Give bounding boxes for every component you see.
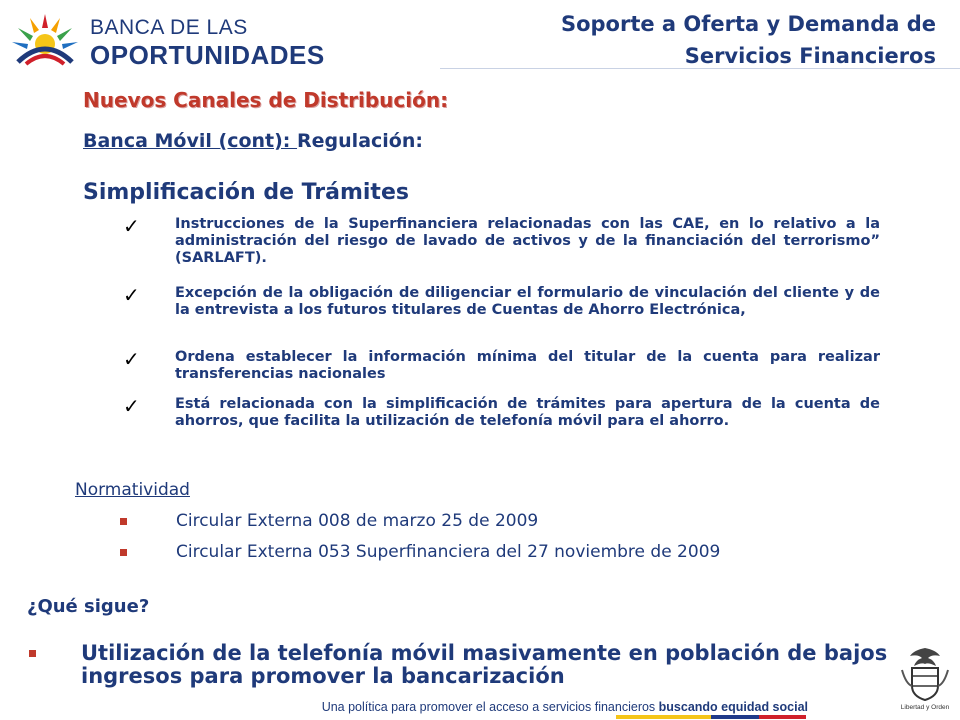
flag-stripe-blue	[711, 715, 759, 719]
subtitle	[83, 130, 423, 152]
square-bullet-icon	[120, 549, 127, 556]
square-bullet-icon	[29, 650, 36, 657]
checkmark-icon: ✓	[123, 283, 140, 307]
flag-stripe-red	[759, 715, 806, 719]
check-item-text: Instrucciones de la Superfinanciera relacionadas con las CAE, en lo relativo a la administración del riesgo de lavado de activos y de la financiación del terrorismo” (SARLAFT).	[175, 216, 880, 266]
square-bullet-icon	[120, 518, 127, 525]
checkmark-icon: ✓	[123, 394, 140, 418]
colombia-coat-of-arms	[896, 644, 954, 712]
banca-oportunidades-logo	[6, 6, 325, 70]
que-sigue-heading: ¿Qué sigue?	[27, 596, 150, 617]
footer-emphasis: buscando equidad social	[658, 700, 808, 714]
subtitle-underlined: Banca Móvil (cont):	[83, 130, 298, 152]
seal-caption: Libertad y Orden	[900, 704, 950, 711]
normatividad-label: Normatividad	[75, 480, 190, 500]
normatividad-item-text: Circular Externa 008 de marzo 25 de 2009	[176, 511, 539, 531]
slide-title-line2: Servicios Financieros	[684, 44, 936, 68]
logo-text-line2: OPORTUNIDADES	[90, 40, 325, 70]
section-title: Nuevos Canales de Distribución:	[83, 88, 449, 112]
check-item-text: Excepción de la obligación de diligenciar el formulario de vinculación del cliente y de la entrevista a los futuros titulares de Cuentas de Ahorro Electrónica,	[175, 285, 880, 318]
slide-title-line1: Soporte a Oferta y Demanda de	[560, 12, 936, 36]
banca-oportunidades-sun-logo-icon	[6, 6, 84, 68]
normatividad-item-text: Circular Externa 053 Superfinanciera del 27 noviembre de 2009	[176, 542, 721, 562]
colombia-flag-stripe	[616, 715, 806, 719]
flag-stripe-yellow	[616, 715, 711, 719]
checkmark-icon: ✓	[123, 214, 140, 238]
checkmark-icon: ✓	[123, 347, 140, 371]
footer-plain: Una política para promover el acceso a servicios financieros	[321, 700, 659, 714]
title-divider	[440, 68, 960, 69]
check-item-text: Ordena establecer la información mínima del titular de la cuenta para realizar transferencias nacionales	[175, 349, 880, 382]
footer-text	[322, 700, 808, 714]
logo-text-line1: BANCA DE LAS	[90, 16, 248, 39]
heading-simplificacion: Simplificación de Trámites	[83, 180, 409, 205]
subtitle-rest: Regulación:	[297, 130, 423, 152]
check-item-text: Está relacionada con la simplificación de trámites para apertura de la cuenta de ahorros, que facilita la utilización de telefonía móvil para el ahorro.	[175, 396, 880, 429]
colombia-coat-of-arms-icon	[896, 644, 954, 712]
final-item-text: Utilización de la telefonía móvil masivamente en población de bajos ingresos para promover la bancarización	[81, 641, 888, 688]
